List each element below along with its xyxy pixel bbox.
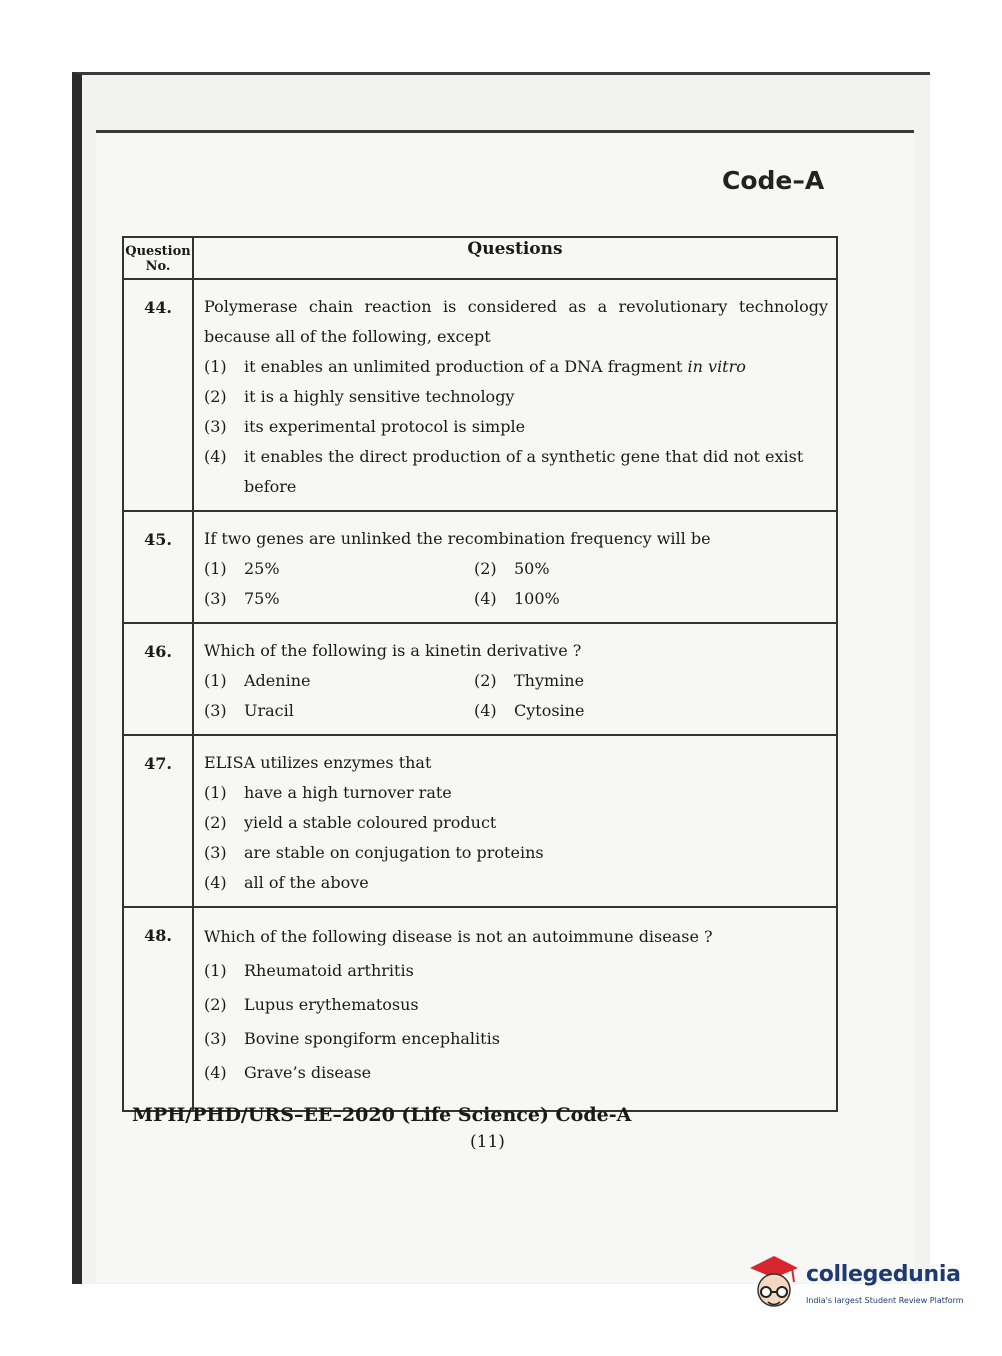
option-text: Rheumatoid arthritis xyxy=(244,961,414,980)
option-text: have a high turnover rate xyxy=(244,783,452,802)
option xyxy=(204,808,828,838)
question-number: 46. xyxy=(123,623,193,735)
option-text: Thymine xyxy=(514,671,585,690)
question-row xyxy=(123,279,837,511)
questions-table xyxy=(122,236,838,1112)
option-number: (4) xyxy=(204,873,227,892)
option xyxy=(204,666,474,696)
option-number: (1) xyxy=(204,357,227,376)
option-number: (3) xyxy=(204,589,227,608)
question-body xyxy=(193,735,837,907)
option xyxy=(204,584,474,614)
question-stem: ELISA utilizes enzymes that xyxy=(204,753,432,772)
option-text: its experimental protocol is simple xyxy=(244,417,526,436)
option xyxy=(204,988,828,1022)
option-number: (2) xyxy=(474,671,497,690)
option-number: (2) xyxy=(204,387,227,406)
option-number: (3) xyxy=(204,843,227,862)
paper-code: Code–A xyxy=(722,166,825,195)
option-text: are stable on conjugation to proteins xyxy=(244,843,544,862)
option-text: 50% xyxy=(514,559,550,578)
option xyxy=(474,554,734,584)
question-row xyxy=(123,907,837,1111)
option xyxy=(474,584,734,614)
question-number-header: Question No. xyxy=(123,237,193,279)
option-number: (1) xyxy=(204,671,227,690)
option xyxy=(204,382,828,412)
option-number: (4) xyxy=(474,589,497,608)
footer-title: MPH/PHD/URS–EE–2020 (Life Science) Code-A xyxy=(132,1104,632,1126)
option-text: Uracil xyxy=(244,701,294,720)
option-text: it enables the direct production of a synthetic gene that did not exist before xyxy=(244,447,804,496)
question-stem: Which of the following is a kinetin derivative ? xyxy=(204,641,582,660)
option-text: 25% xyxy=(244,559,280,578)
option-number: (4) xyxy=(204,1063,227,1082)
option xyxy=(204,554,474,584)
brand-tagline: India's largest Student Review Platform xyxy=(806,1296,964,1305)
question-body xyxy=(193,279,837,511)
questions-header: Questions xyxy=(193,237,837,279)
question-body xyxy=(193,511,837,623)
option-text: Cytosine xyxy=(514,701,585,720)
option-number: (3) xyxy=(204,417,227,436)
option-text: all of the above xyxy=(244,873,369,892)
table-header-row xyxy=(123,237,837,279)
question-number: 45. xyxy=(123,511,193,623)
option-text: it enables an unlimited production of a DNA fragment in vitro xyxy=(244,357,746,376)
option-text: 100% xyxy=(514,589,560,608)
brand-name: collegedunia xyxy=(806,1262,961,1287)
option-number: (4) xyxy=(474,701,497,720)
option-text: Adenine xyxy=(244,671,311,690)
option-number: (2) xyxy=(204,995,227,1014)
option-text: Grave’s disease xyxy=(244,1063,372,1082)
option xyxy=(204,954,828,988)
option-number: (3) xyxy=(204,701,227,720)
question-row xyxy=(123,623,837,735)
option xyxy=(204,838,828,868)
page-number: (11) xyxy=(470,1132,505,1152)
options-grid xyxy=(204,666,828,726)
options-grid xyxy=(204,554,828,614)
question-row xyxy=(123,735,837,907)
question-stem: If two genes are unlinked the recombination frequency will be xyxy=(204,529,711,548)
question-number: 47. xyxy=(123,735,193,907)
option-text: it is a highly sensitive technology xyxy=(244,387,515,406)
option-number: (1) xyxy=(204,783,227,802)
option xyxy=(204,868,828,898)
option-text: yield a stable coloured product xyxy=(244,813,497,832)
mascot-icon xyxy=(746,1252,802,1314)
question-stem: Polymerase chain reaction is considered as a revolutionary technology because all of the following, except xyxy=(204,297,828,346)
question-body xyxy=(193,907,837,1111)
option-text: 75% xyxy=(244,589,280,608)
option-text: Bovine spongiform encephalitis xyxy=(244,1029,500,1048)
question-number: 44. xyxy=(123,279,193,511)
question-body xyxy=(193,623,837,735)
option xyxy=(474,666,734,696)
collegedunia-watermark xyxy=(746,1252,972,1314)
option xyxy=(204,1056,828,1090)
option xyxy=(204,1022,828,1056)
option-number: (1) xyxy=(204,559,227,578)
option xyxy=(204,442,828,502)
option-number: (2) xyxy=(474,559,497,578)
option-number: (1) xyxy=(204,961,227,980)
question-row xyxy=(123,511,837,623)
option xyxy=(474,696,734,726)
question-number: 48. xyxy=(123,907,193,1111)
option xyxy=(204,778,828,808)
option-number: (2) xyxy=(204,813,227,832)
option-text: Lupus erythematosus xyxy=(244,995,419,1014)
option xyxy=(204,412,828,442)
question-stem: Which of the following disease is not an autoimmune disease ? xyxy=(204,927,713,946)
option xyxy=(204,696,474,726)
option-number: (3) xyxy=(204,1029,227,1048)
option xyxy=(204,352,828,382)
option-number: (4) xyxy=(204,447,227,466)
